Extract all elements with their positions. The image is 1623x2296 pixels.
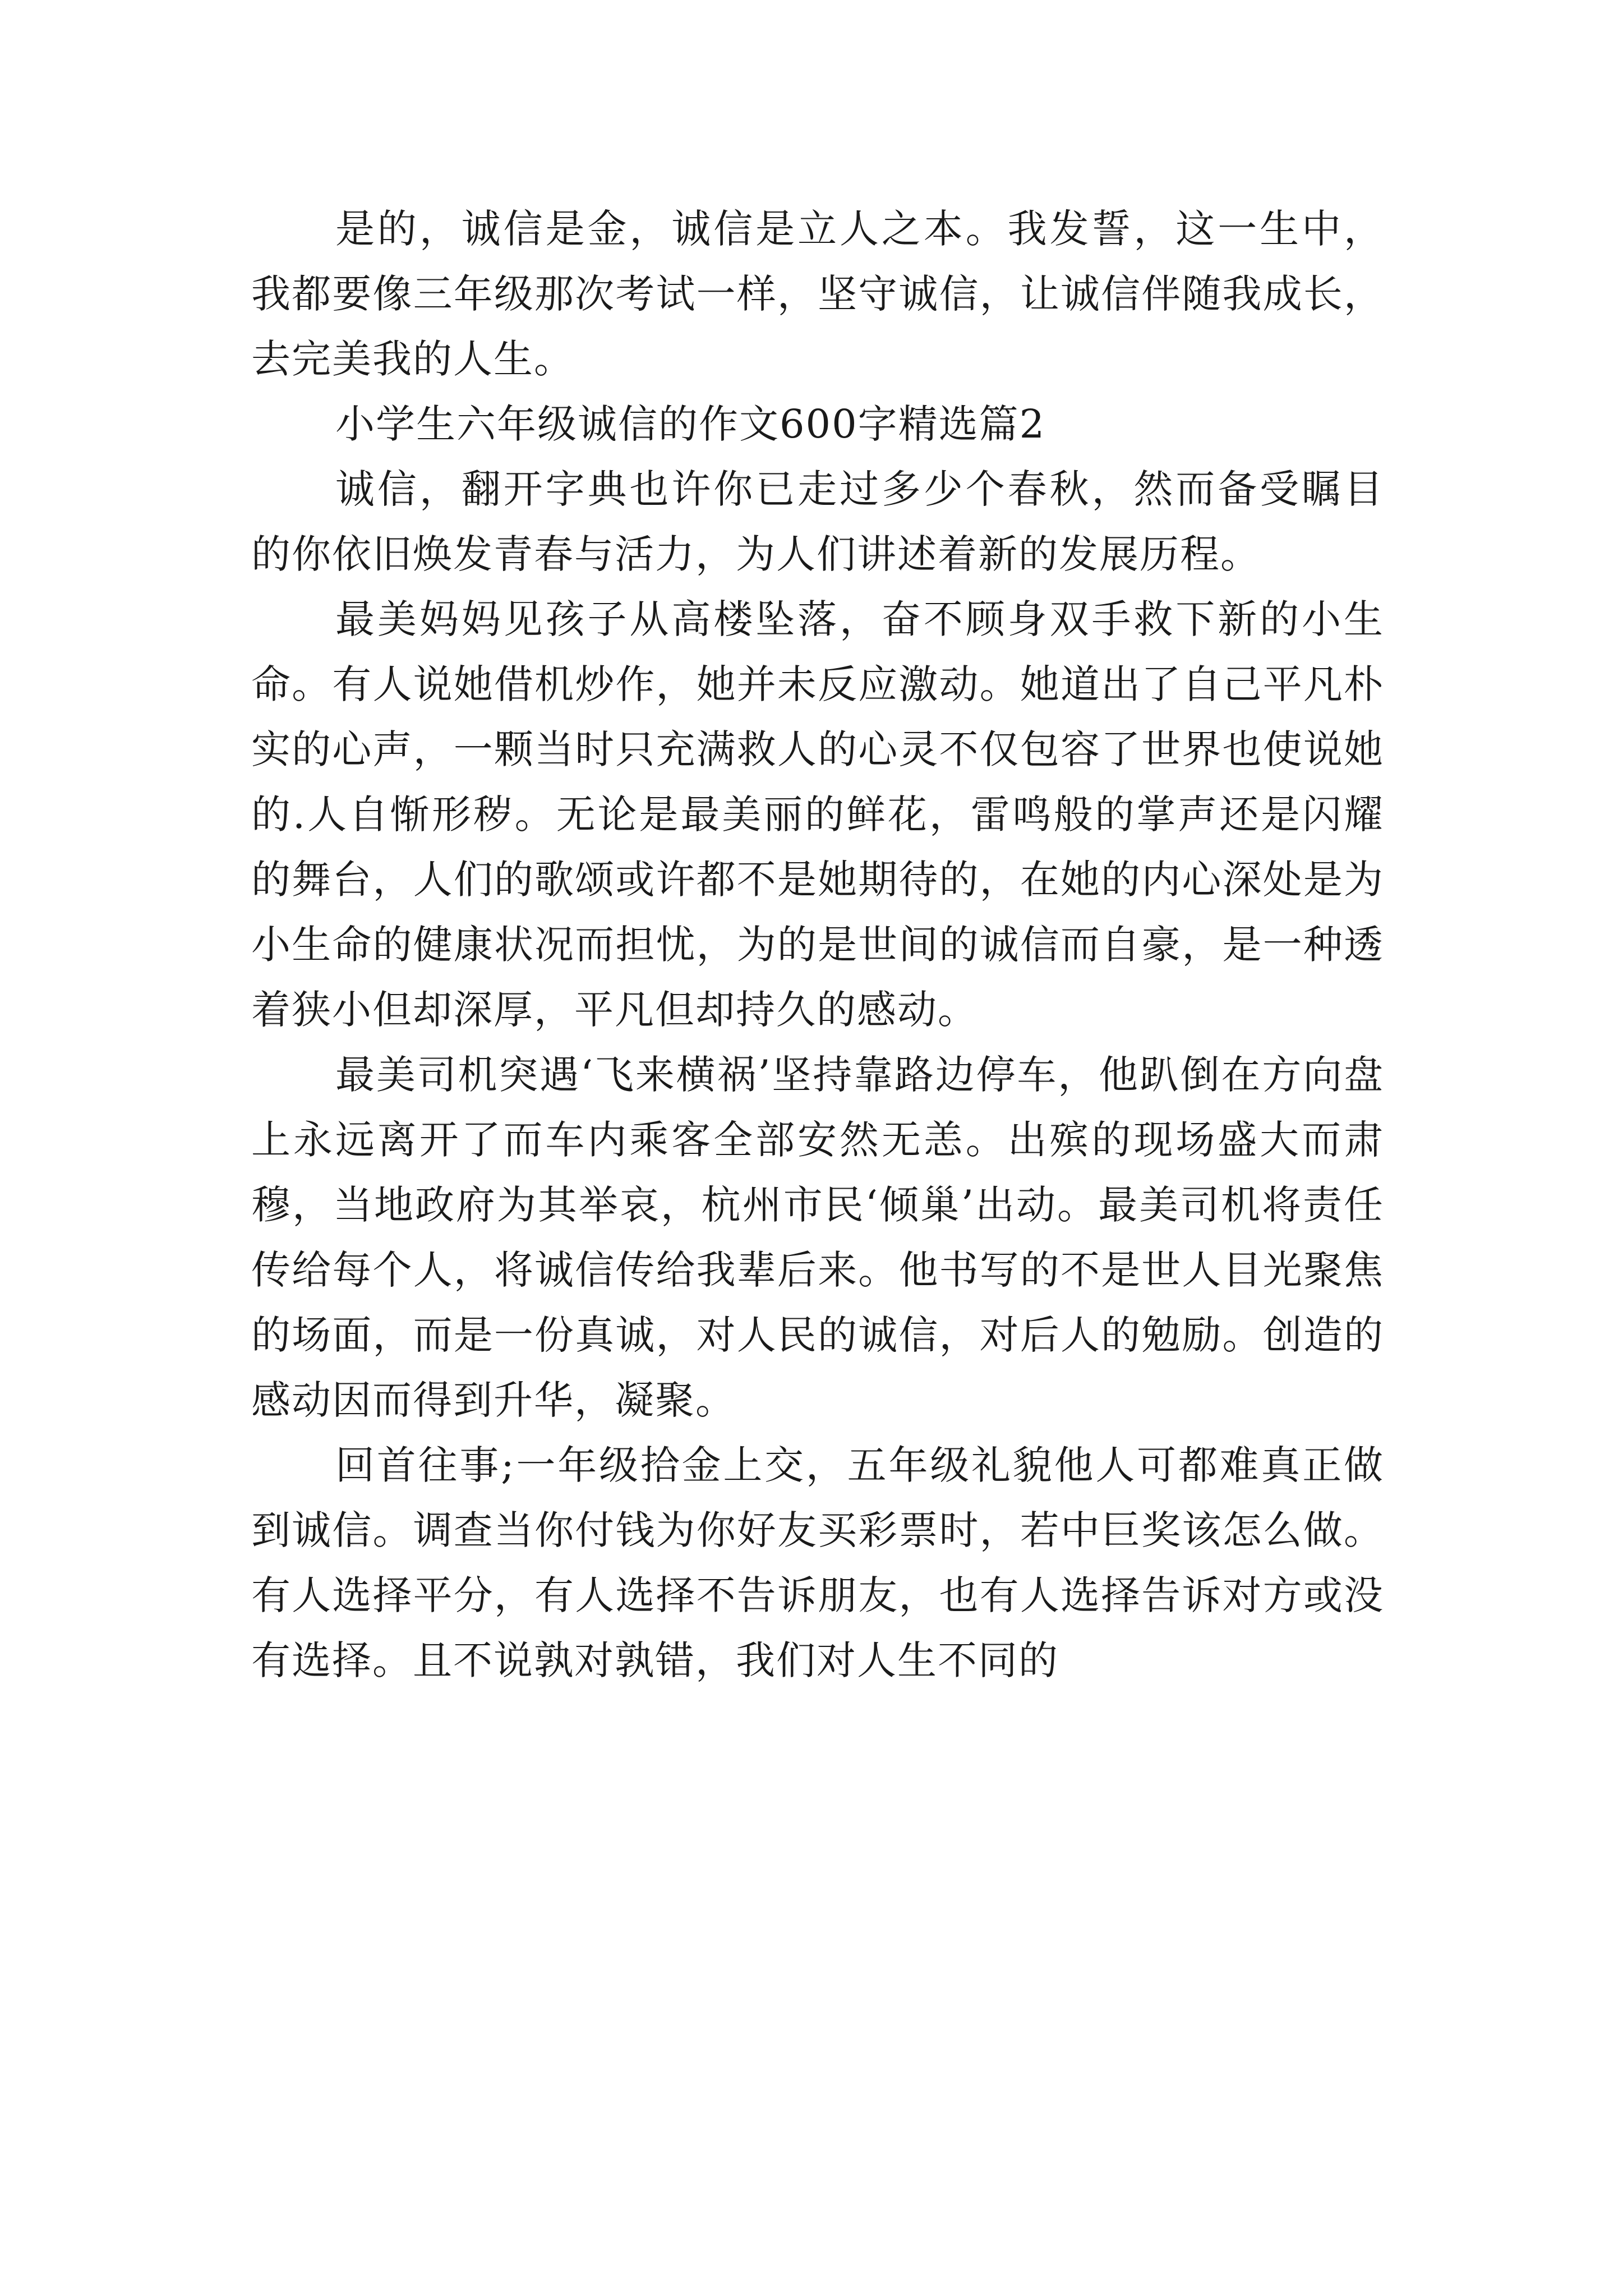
document-body [251,196,1384,1693]
paragraph-intro: 诚信，翻开字典也许你已走过多少个春秋，然而备受瞩目的你依旧焕发青春与活力，为人们讲述着新的发展历程。 [251,466,1384,577]
section-heading: 小学生六年级诚信的作文600字精选篇2 [335,401,1046,447]
paragraph-conclusion: 是的，诚信是金，诚信是立人之本。我发誓，这一生中，我都要像三年级那次考试一样，坚守诚信，让诚信伴随我成长，去完美我的人生。 [251,206,1384,382]
paragraph-driver: 最美司机突遇‘飞来横祸’坚持靠路边停车，他趴倒在方向盘上永远离开了而车内乘客全部安然无恙。出殡的现场盛大而肃穆，当地政府为其举哀，杭州市民‘倾巢’出动。最美司机将责任传给每个人，将诚信传给我辈后来。他书写的不是世人目光聚焦的场面，而是一份真诚，对人民的诚信，对后人的勉励。创造的感动因而得到升华，凝聚。 [251,1052,1384,1423]
paragraph-reflection: 回首往事;一年级拾金上交，五年级礼貌他人可都难真正做到诚信。调查当你付钱为你好友买彩票时，若中巨奖该怎么做。有人选择平分，有人选择不告诉朋友，也有人选择告诉对方或没有选择。且不说孰对孰错，我们对人生不同的 [251,1442,1384,1683]
paragraph-mother: 最美妈妈见孩子从高楼坠落，奋不顾身双手救下新的小生命。有人说她借机炒作，她并未反应激动。她道出了自己平凡朴实的心声，一颗当时只充满救人的心灵不仅包容了世界也使说她的.人自惭形秽。无论是最美丽的鲜花，雷鸣般的掌声还是闪耀的舞台，人们的歌颂或许都不是她期待的，在她的内心深处是为小生命的健康状况而担忧，为的是世间的诚信而自豪，是一种透着狭小但却深厚，平凡但却持久的感动。 [251,596,1384,1033]
